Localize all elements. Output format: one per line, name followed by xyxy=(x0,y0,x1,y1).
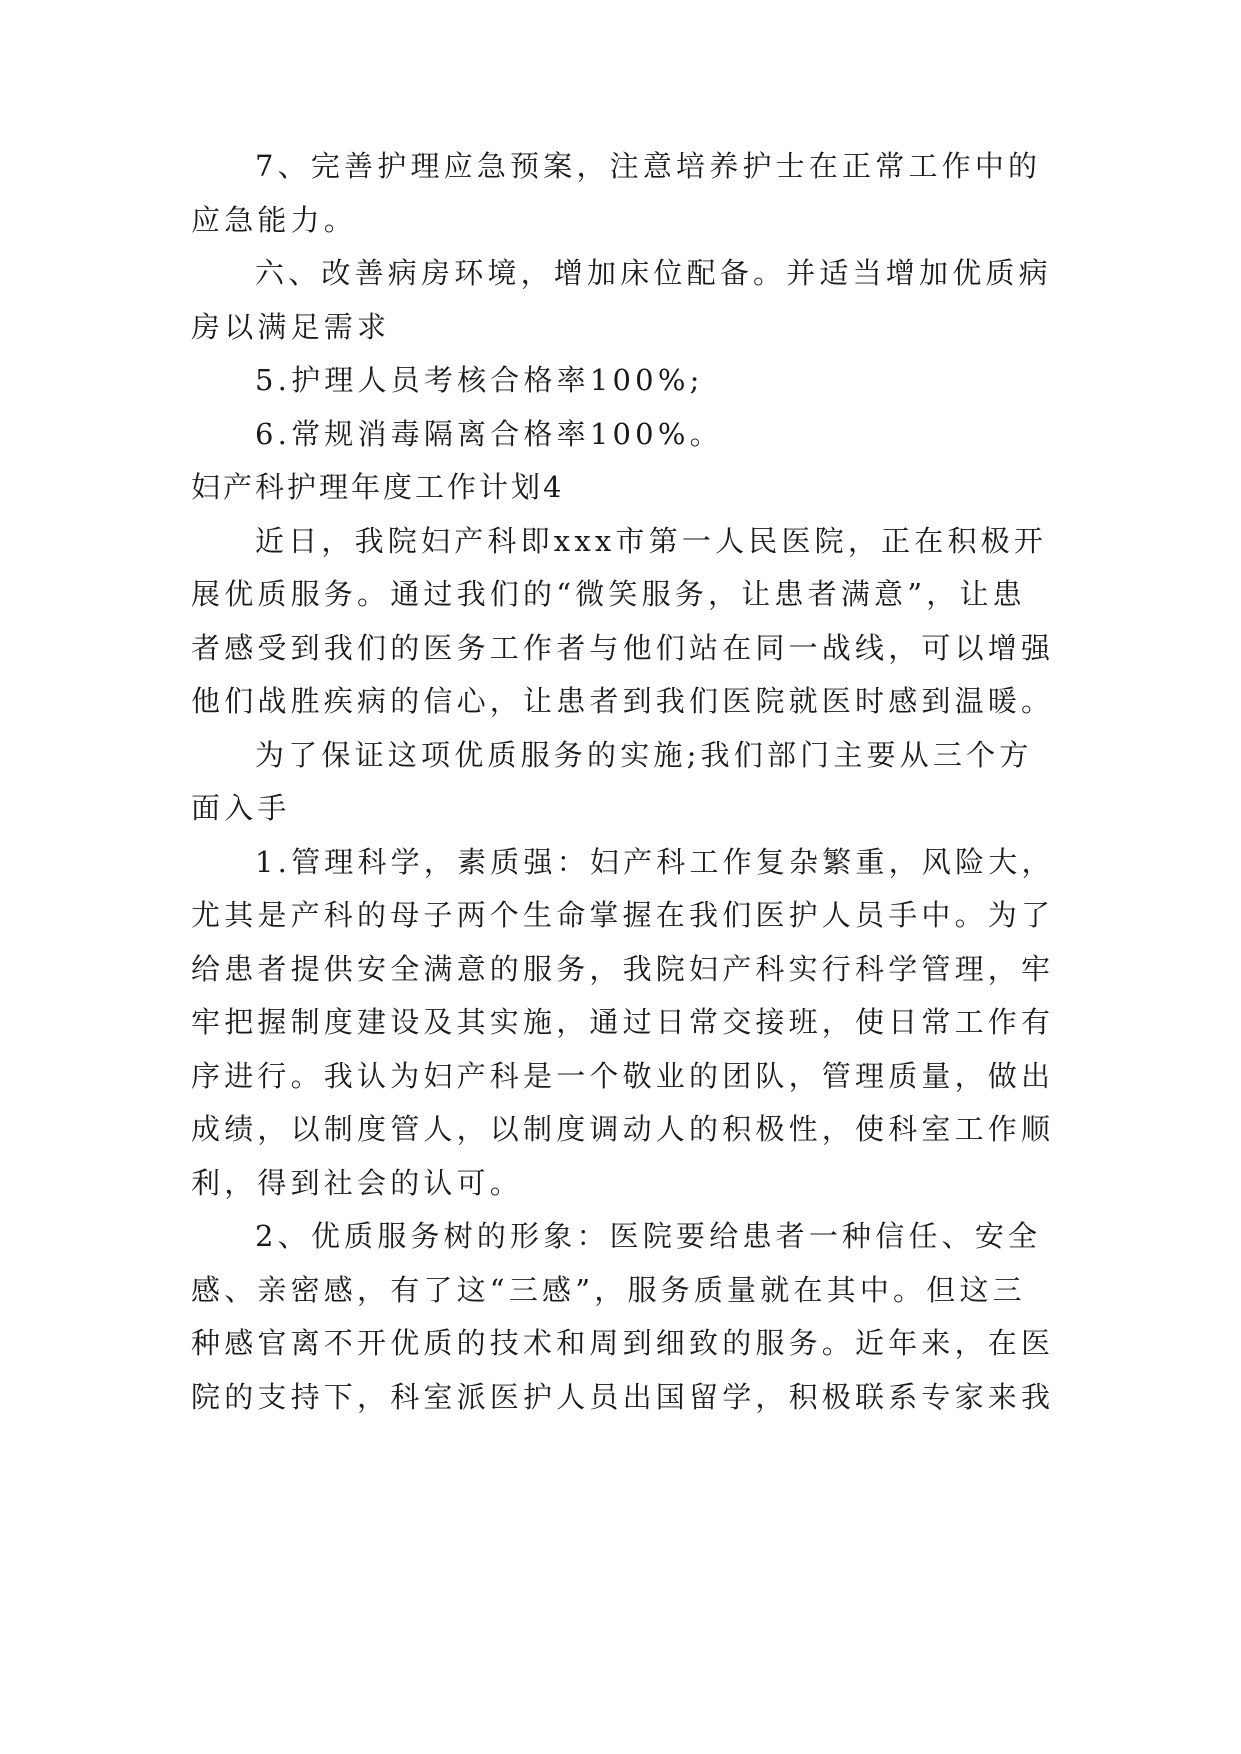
text-line: 院的支持下，科室派医护人员出国留学，积极联系专家来我 xyxy=(191,1380,1055,1414)
text-line: 感、亲密感，有了这“三感”，服务质量就在其中。但这三 xyxy=(191,1273,1026,1307)
text-line: 5.护理人员考核合格率100%; xyxy=(255,363,704,397)
text-line: 尤其是产科的母子两个生命掌握在我们医护人员手中。为了 xyxy=(191,898,1055,932)
text-line: 成绩，以制度管人，以制度调动人的积极性，使科室工作顺 xyxy=(191,1112,1055,1146)
section-heading: 妇产科护理年度工作计划4 xyxy=(191,470,565,504)
text-line: 牢把握制度建设及其实施，通过日常交接班，使日常工作有 xyxy=(191,1005,1055,1039)
text-line: 房以满足需求 xyxy=(191,310,391,344)
text-line: 6.常规消毒隔离合格率100%。 xyxy=(255,417,723,451)
text-line: 2、优质服务树的形象：医院要给患者一种信任、安全 xyxy=(255,1219,1042,1253)
text-line: 7、完善护理应急预案，注意培养护士在正常工作中的 xyxy=(255,149,1042,183)
text-line: 序进行。我认为妇产科是一个敬业的团队，管理质量，做出 xyxy=(191,1059,1055,1093)
text-line: 者感受到我们的医务工作者与他们站在同一战线，可以增强 xyxy=(191,631,1055,665)
text-line: 面入手 xyxy=(191,791,291,825)
text-line: 他们战胜疾病的信心，让患者到我们医院就医时感到温暖。 xyxy=(191,684,1055,718)
text-line: 为了保证这项优质服务的实施;我们部门主要从三个方 xyxy=(255,738,1033,772)
text-line: 应急能力。 xyxy=(191,203,358,237)
text-line: 展优质服务。通过我们的“微笑服务，让患者满意”，让患 xyxy=(191,577,1026,611)
text-line: 种感官离不开优质的技术和周到细致的服务。近年来，在医 xyxy=(191,1326,1055,1360)
text-line: 近日，我院妇产科即xxx市第一人民医院，正在积极开 xyxy=(255,524,1048,558)
text-line: 1.管理科学，素质强：妇产科工作复杂繁重，风险大， xyxy=(255,845,1055,879)
text-line: 利，得到社会的认可。 xyxy=(191,1166,524,1200)
text-line: 六、改善病房环境，增加床位配备。并适当增加优质病 xyxy=(255,256,1052,290)
text-line: 给患者提供安全满意的服务，我院妇产科实行科学管理，牢 xyxy=(191,952,1055,986)
